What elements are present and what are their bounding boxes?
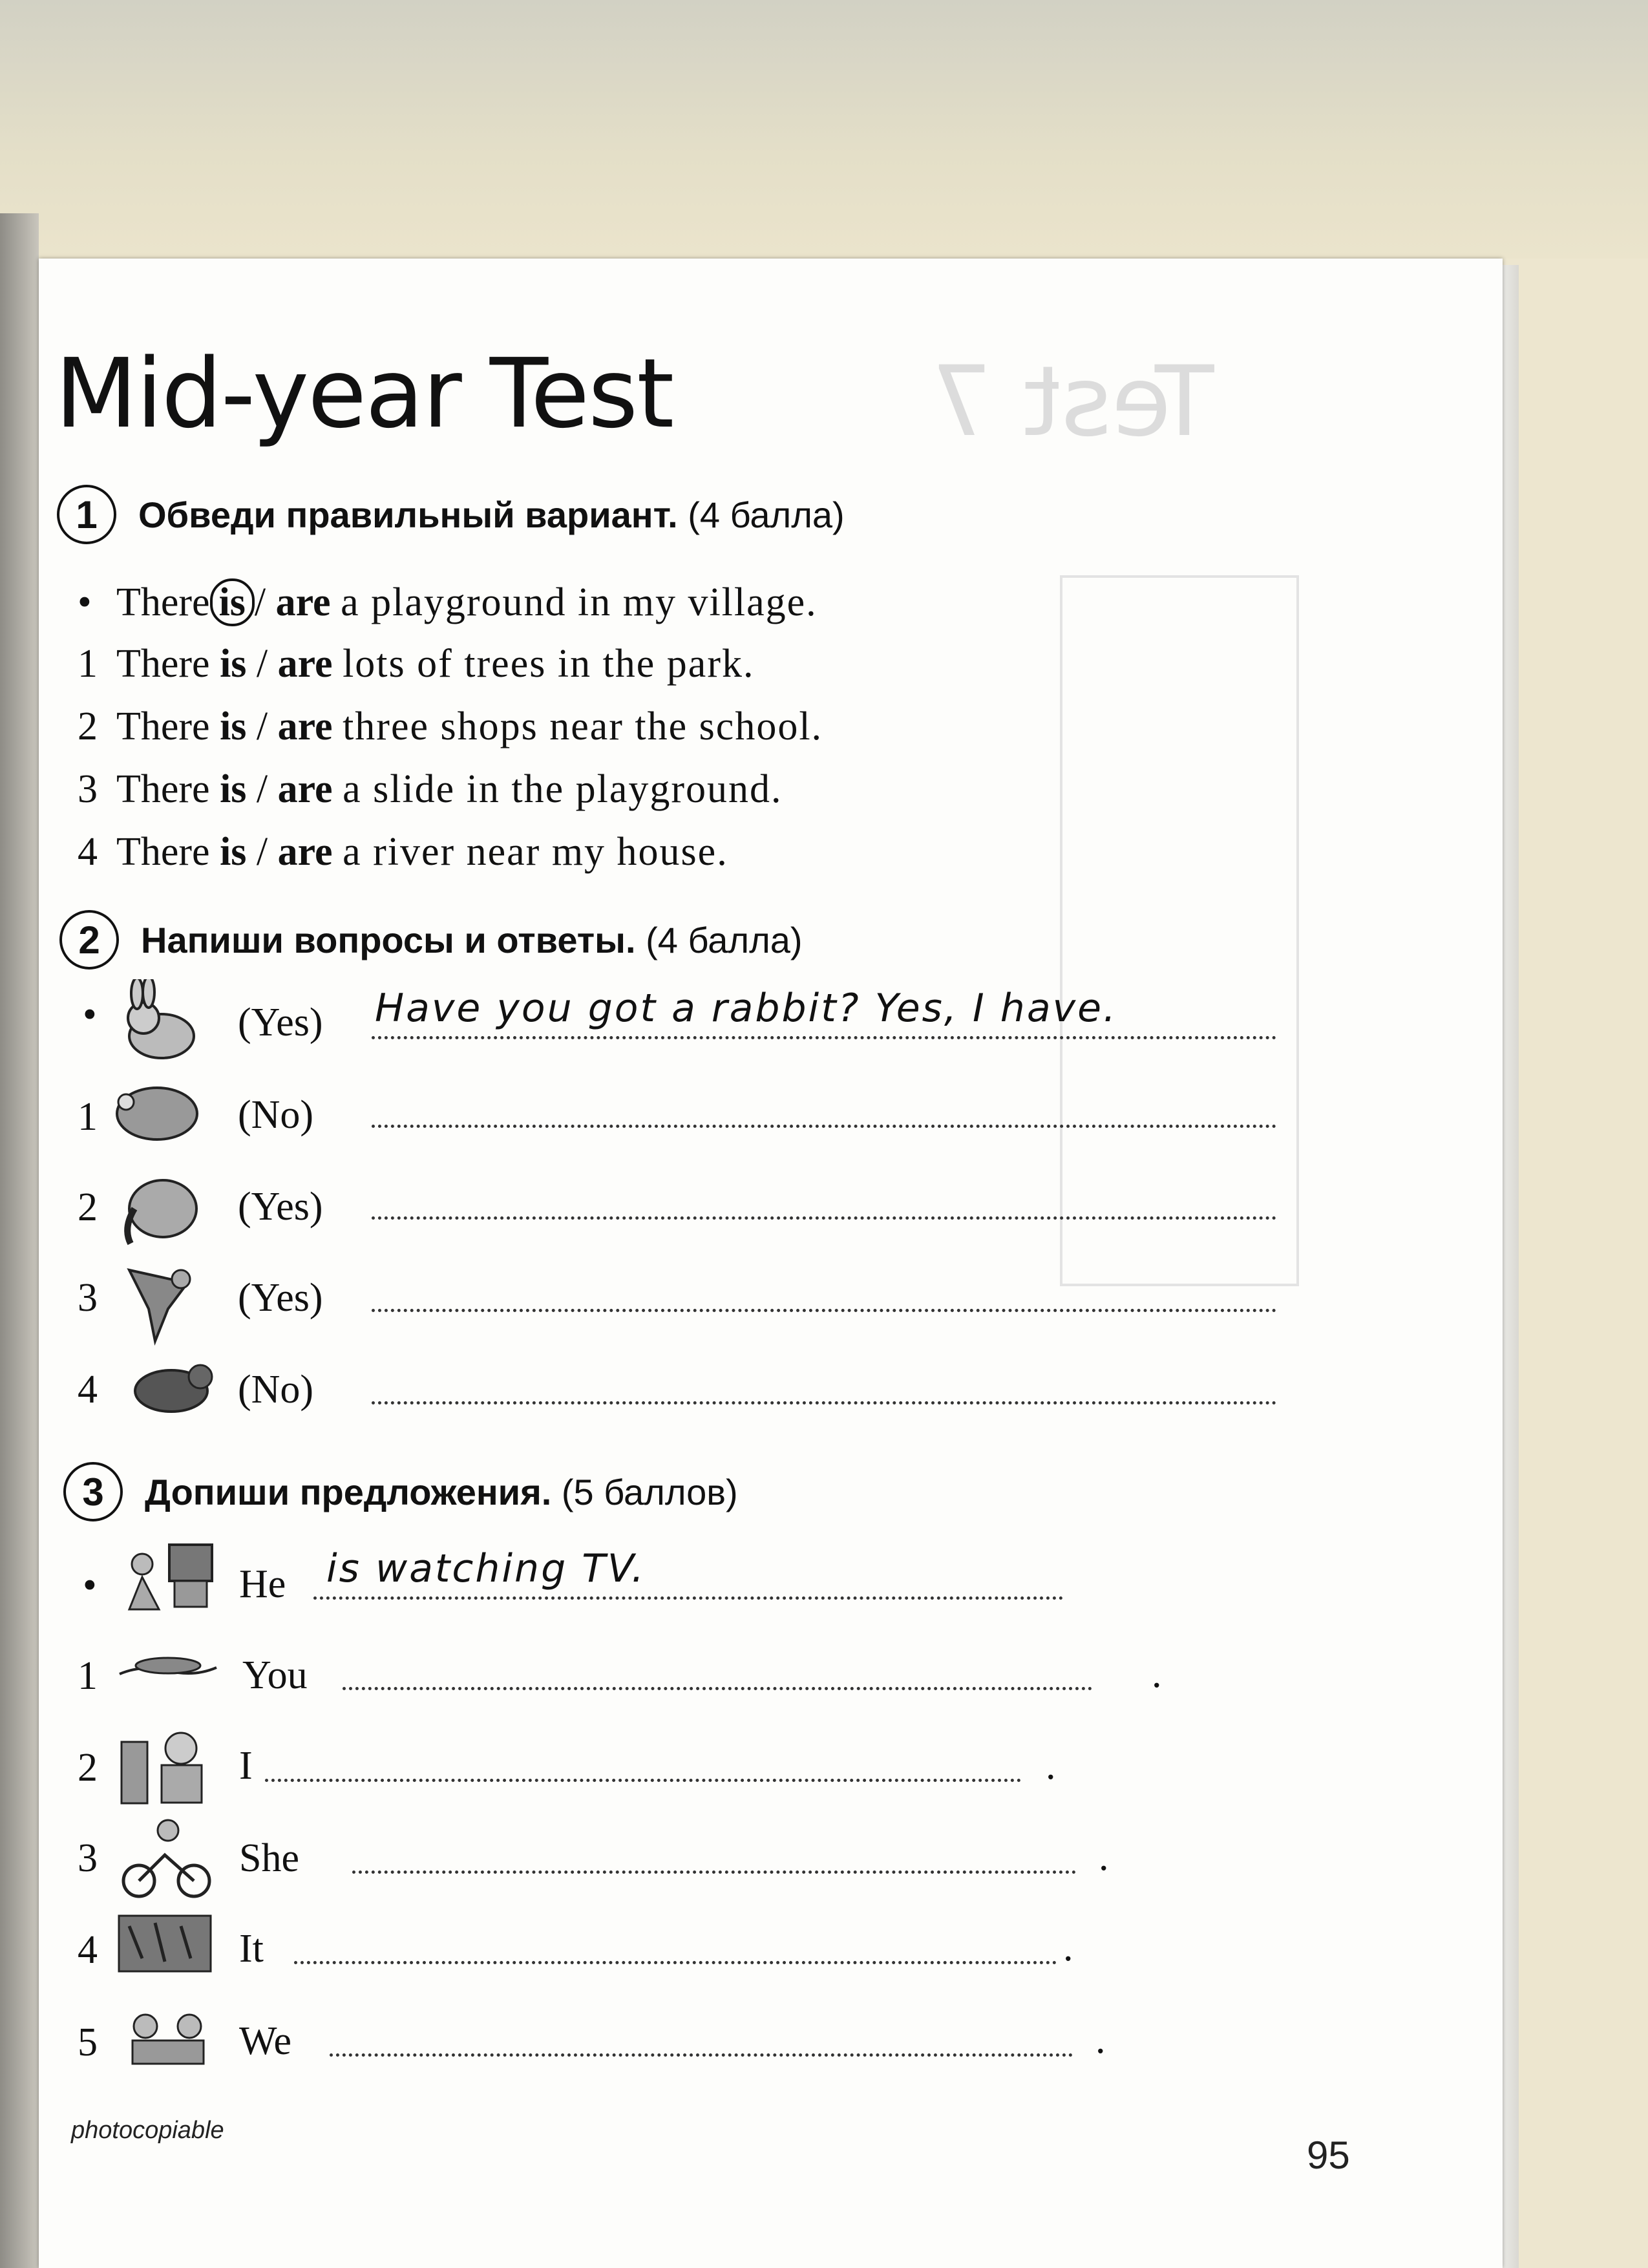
answer-line	[313, 1596, 1063, 1600]
item-number: 1	[78, 1654, 98, 1698]
example-answer: Have you got a rabbit? Yes, I have.	[375, 986, 1118, 1031]
bullet: •	[83, 993, 97, 1037]
scan-background	[0, 0, 1648, 259]
page-title: Mid-year Test	[55, 338, 673, 449]
choice-a[interactable]: is	[220, 830, 247, 874]
slash: /	[256, 830, 268, 874]
choice-b[interactable]: are	[277, 767, 333, 811]
answer-line[interactable]	[330, 2053, 1073, 2057]
cue-text: (No)	[238, 1368, 314, 1412]
item-number: 4	[78, 1368, 98, 1412]
points-text: (4 балла)	[646, 919, 803, 960]
choice-b: are	[275, 580, 331, 624]
example-answer: is watching TV.	[326, 1546, 646, 1591]
exercise1-item-1	[78, 641, 754, 687]
rabbit-icon	[110, 979, 200, 1063]
tiger-icon	[116, 1913, 213, 1975]
sentence-start: There	[116, 830, 210, 874]
section-1-header	[57, 485, 845, 544]
subject-text: He	[239, 1562, 286, 1606]
sentence-start: There	[116, 642, 210, 686]
answer-line[interactable]	[372, 1309, 1276, 1312]
item-number: 5	[78, 2020, 98, 2064]
page-number: 95	[1307, 2134, 1350, 2177]
item-number: 2	[78, 1746, 98, 1790]
points-text: (4 балла)	[688, 494, 845, 535]
bullet: •	[83, 1563, 97, 1607]
sentence-rest: a slide in the playground.	[343, 767, 783, 811]
instruction-text: Допиши предложения.	[145, 1471, 552, 1512]
children-reading-icon	[120, 2007, 217, 2068]
binding-shadow	[0, 213, 39, 2268]
sentence-end: .	[1099, 1835, 1109, 1879]
hamster-icon	[107, 1076, 204, 1147]
sentence-end: .	[1095, 2018, 1106, 2062]
elephant-icon	[116, 1163, 200, 1247]
item-number: 3	[78, 767, 98, 811]
section-instruction	[145, 1471, 738, 1513]
item-number: 1	[78, 642, 98, 686]
bike-rider-icon	[116, 1816, 220, 1900]
item-number: 2	[78, 705, 98, 748]
subject-text: You	[242, 1653, 308, 1697]
item-number: 3	[78, 1276, 98, 1320]
cue-text: (No)	[238, 1093, 314, 1137]
sentence-rest: three shops near the school.	[343, 705, 823, 748]
subject-text: She	[239, 1836, 299, 1880]
answer-line	[372, 1036, 1276, 1039]
boy-eating-icon	[116, 1722, 213, 1810]
choice-a[interactable]: is	[220, 705, 247, 748]
sentence-start: There	[116, 580, 210, 624]
slash: /	[256, 767, 268, 811]
exercise1-item-2	[78, 704, 823, 750]
section-instruction	[141, 919, 803, 961]
sentence-rest: a playground in my village.	[341, 580, 818, 624]
choice-a[interactable]: is	[220, 767, 247, 811]
points-text: (5 баллов)	[561, 1471, 738, 1512]
answer-line[interactable]	[372, 1125, 1276, 1128]
slash: /	[256, 705, 268, 748]
section-instruction	[138, 494, 845, 536]
exercise1-item-3	[78, 767, 783, 812]
show-through-text: Test 7	[931, 346, 1214, 458]
instruction-text: Напиши вопросы и ответы.	[141, 919, 636, 960]
swimming-icon	[116, 1645, 220, 1690]
section-3-header	[63, 1462, 738, 1521]
subject-text: We	[239, 2019, 292, 2063]
item-number: 1	[78, 1095, 98, 1139]
exercise1-item-4	[78, 829, 728, 875]
cue-text: (Yes)	[238, 1001, 323, 1044]
section-2-header	[59, 910, 803, 970]
instruction-text: Обведи правильный вариант.	[138, 494, 678, 535]
exercise1-example	[78, 578, 818, 626]
answer-line[interactable]	[343, 1687, 1092, 1690]
item-number: 4	[78, 1928, 98, 1972]
sentence-end: .	[1063, 1925, 1073, 1969]
section-number: 2	[59, 910, 119, 970]
choice-a[interactable]: is	[220, 642, 247, 686]
item-number: 2	[78, 1185, 98, 1229]
slash: /	[256, 642, 268, 686]
sentence-end: .	[1152, 1652, 1162, 1696]
footer-label: photocopiable	[71, 2117, 224, 2144]
sentence-end: .	[1046, 1744, 1056, 1788]
section-number: 1	[57, 485, 116, 544]
sentence-start: There	[116, 705, 210, 748]
sentence-rest: a river near my house.	[343, 830, 728, 874]
answer-line[interactable]	[265, 1779, 1021, 1782]
cue-text: (Yes)	[238, 1276, 323, 1320]
subject-text: I	[239, 1744, 253, 1788]
answer-line[interactable]	[372, 1216, 1276, 1220]
cue-text: (Yes)	[238, 1185, 323, 1229]
show-through-box	[1060, 575, 1299, 1286]
item-number: 3	[78, 1836, 98, 1880]
dog-icon	[123, 1351, 220, 1422]
choice-b[interactable]: are	[277, 642, 333, 686]
answer-line[interactable]	[352, 1871, 1076, 1874]
answer-line[interactable]	[372, 1401, 1276, 1404]
subject-text: It	[239, 1927, 264, 1971]
tv-watching-icon	[116, 1538, 220, 1616]
section-number: 3	[63, 1462, 123, 1521]
bullet: •	[78, 580, 92, 624]
choice-b[interactable]: are	[277, 830, 333, 874]
sentence-start: There	[116, 767, 210, 811]
item-number: 4	[78, 830, 98, 874]
answer-line[interactable]	[294, 1961, 1057, 1964]
slash: /	[254, 580, 266, 624]
sentence-rest: lots of trees in the park.	[343, 642, 755, 686]
circled-choice: is	[210, 578, 255, 626]
parrot-icon	[116, 1257, 207, 1348]
choice-b[interactable]: are	[277, 705, 333, 748]
